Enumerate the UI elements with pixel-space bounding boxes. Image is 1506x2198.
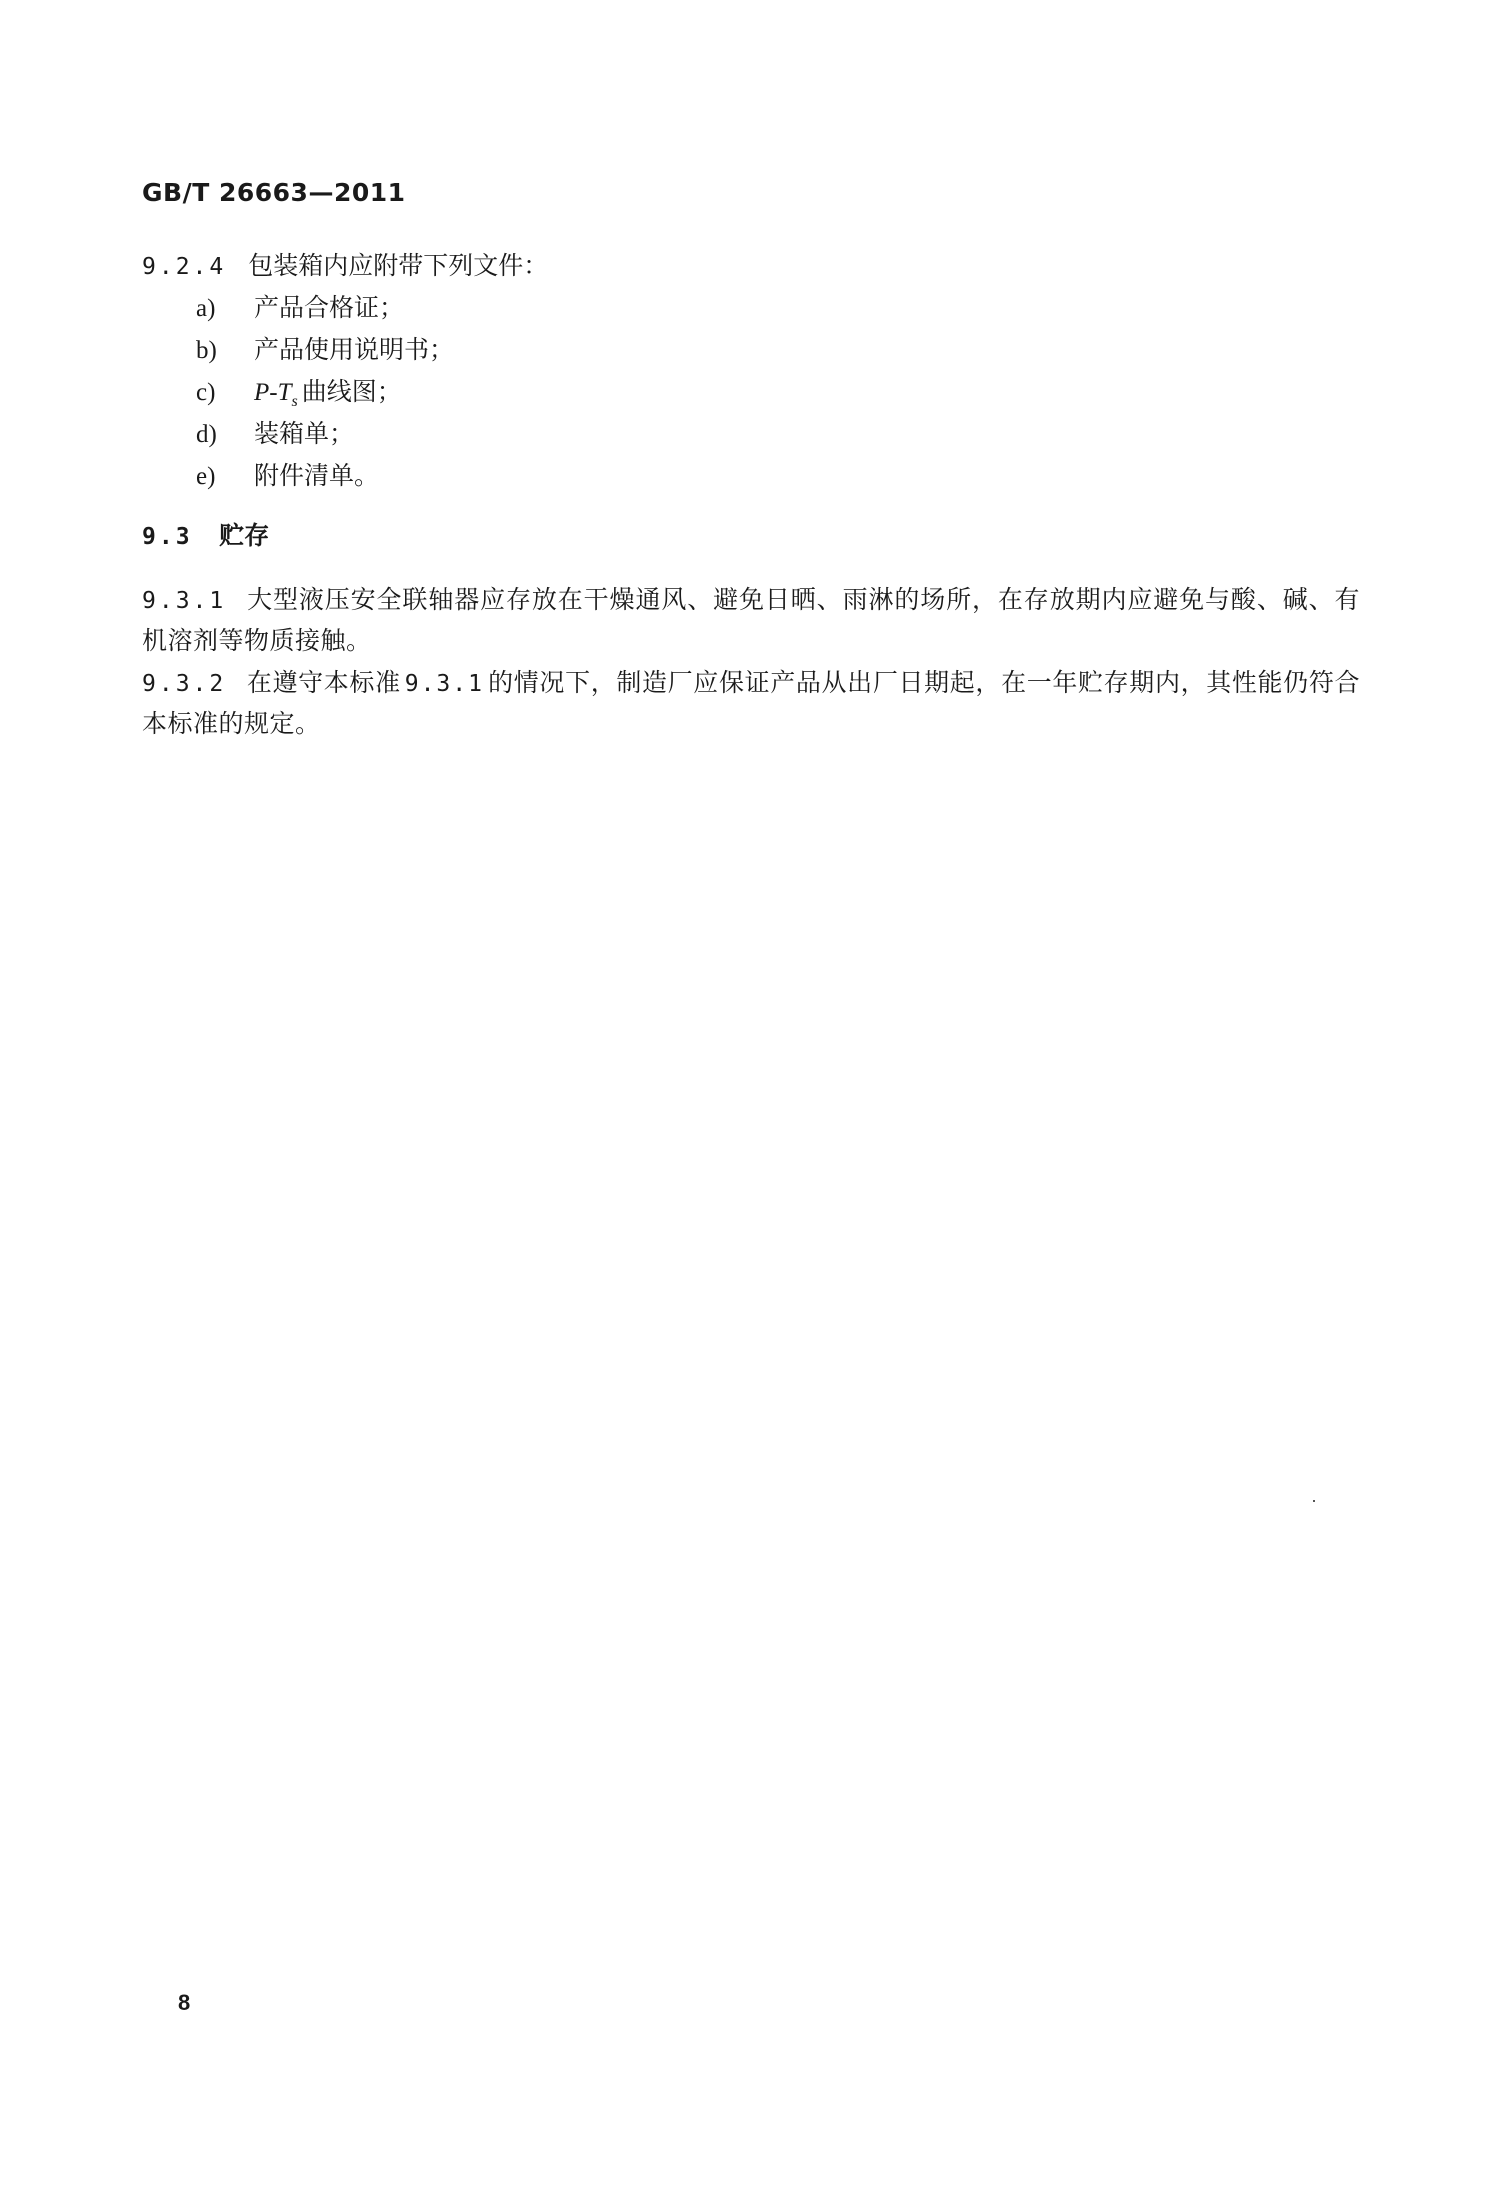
item-text: 产品合格证；	[254, 293, 405, 322]
page-number: 8	[178, 1990, 191, 2015]
clause-text: 包装箱内应附带下列文件：	[248, 251, 549, 280]
item-label: e)	[196, 463, 216, 490]
clause-9-2-4	[142, 248, 548, 285]
item-text: 附件清单。	[254, 461, 380, 490]
list-item-c	[196, 374, 402, 420]
item-label: b)	[196, 337, 217, 364]
item-label: a)	[196, 295, 216, 322]
scan-speck	[1313, 1500, 1315, 1502]
clause-text: 在遵守本标准	[246, 668, 401, 697]
clause-reference: 9.3.1	[404, 671, 484, 697]
clause-number: 9.3.1	[142, 588, 227, 614]
item-text: 装箱单；	[254, 419, 355, 448]
standard-number: GB/T 26663—2011	[142, 178, 406, 207]
clause-number: 9.2.4	[142, 254, 227, 280]
formula: P-T	[254, 379, 292, 406]
clause-9-3-2	[142, 663, 1360, 744]
clause-text-rest: 的情况下，制造厂应保证产品从出厂日期起，在一年贮存期内，其性能仍符合本标准的规定。	[142, 668, 1360, 738]
formula-subscript: s	[291, 393, 298, 410]
item-label: c)	[196, 379, 216, 406]
item-label: d)	[196, 421, 217, 448]
section-title: 贮存	[219, 521, 270, 550]
list-item-a	[196, 290, 404, 327]
item-text: 曲线图；	[301, 377, 402, 406]
list-item-e	[196, 458, 379, 495]
clause-text: 大型液压安全联轴器应存放在干燥通风、避免日晒、雨淋的场所，在存放期内应避免与酸、碱、有机溶剂等物质接触。	[142, 585, 1360, 655]
section-9-3-heading	[142, 518, 269, 555]
clause-9-3-1	[142, 580, 1360, 661]
list-item-d	[196, 416, 354, 453]
item-text: 产品使用说明书；	[254, 335, 455, 364]
clause-number: 9.3.2	[142, 671, 227, 697]
section-number: 9.3	[142, 524, 193, 550]
list-item-b	[196, 332, 454, 369]
